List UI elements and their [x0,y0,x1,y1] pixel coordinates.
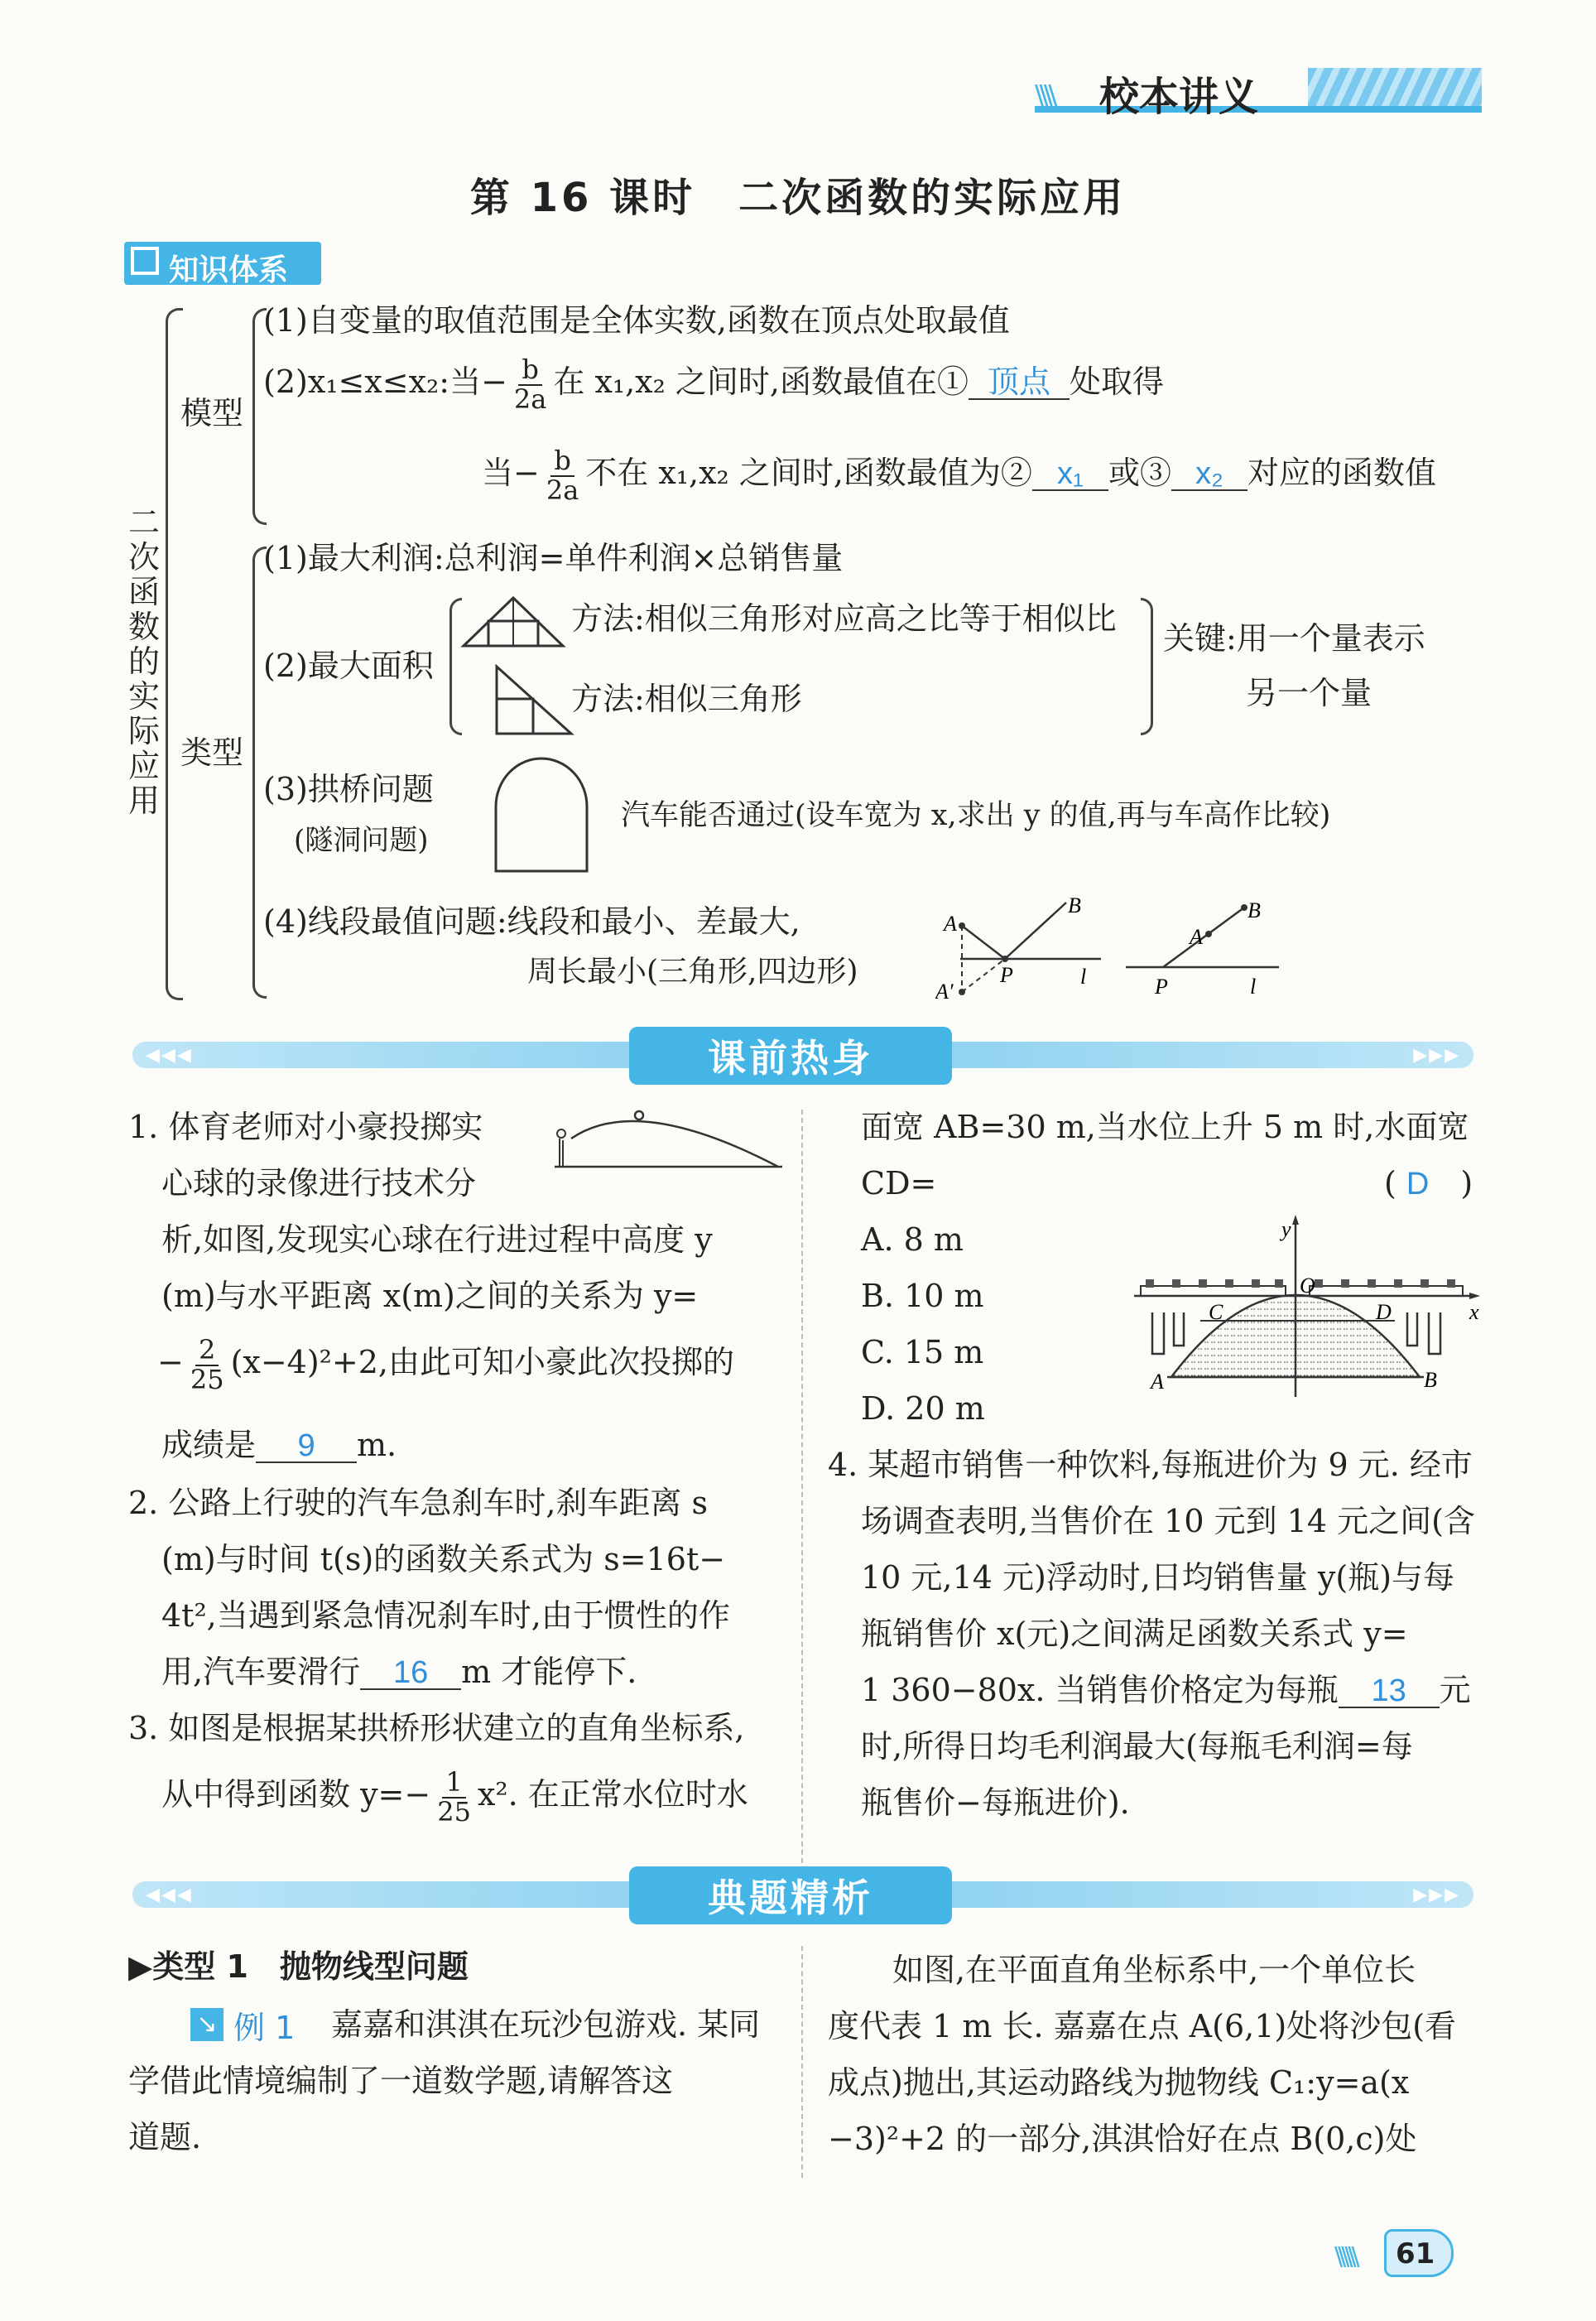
q3-option-b: B. 10 m [861,1278,984,1314]
examples-banner: ◀◀◀ ▶▶▶ 典题精析 [132,1866,1473,1924]
q1-line-4: (m)与水平距离 x(m)之间的关系为 y= [161,1278,699,1314]
fig-label-p: P [1000,963,1013,987]
right-brace [1141,598,1153,735]
bridge-label-c: C [1209,1300,1223,1324]
q4-line-2: 场调查表明,当售价在 10 元到 14 元之间(含 [861,1503,1475,1539]
answer-x2: x₂ [1171,458,1247,491]
shotput-figure [538,1097,786,1172]
header-tag-text: 校本讲义 [1099,74,1259,120]
area-method-1: 方法:相似三角形对应高之比等于相似比 [571,600,1117,637]
q3-option-c: C. 15 m [861,1334,984,1370]
q3-line-1: 3. 如图是根据某拱桥形状建立的直角坐标系, [128,1710,745,1746]
model-brace [252,308,267,525]
model-label: 模型 [180,395,244,431]
q3-answer: D [1406,1167,1430,1201]
example-left-line-2: 学借此情境编制了一道数学题,请解答这 [128,2063,674,2099]
bridge-label-b: B [1424,1368,1437,1392]
q1-line-1: 1. 体育老师对小豪投掷实 [128,1109,483,1145]
fig-label-l: l [1080,965,1087,989]
type-item-4b: 周长最小(三角形,四边形) [527,955,858,989]
q1-answer: 9 [256,1430,357,1463]
bridge-label-x: x [1469,1300,1479,1324]
q2-line-2: (m)与时间 t(s)的函数关系式为 s=16t− [161,1541,726,1577]
column-divider [801,1110,803,1896]
type-item-2: (2)最大面积 [263,648,434,684]
area-key-1: 关键:用一个量表示 [1163,620,1425,657]
svg-text:P: P [1155,975,1168,999]
q1-line-3: 析,如图,发现实心球在行进过程中高度 y [161,1221,713,1258]
q2-answer: 16 [360,1657,461,1690]
example-label: 例 1 [233,2009,296,2046]
examples-title: 典题精析 [629,1866,952,1924]
knowledge-badge-text: 知识体系 [169,253,289,287]
header-tag: \\\\ 校本讲义 [1035,65,1482,119]
q2-line-4: 用,汽车要滑行 16 m 才能停下. [161,1654,637,1690]
bridge-figure [1134,1213,1482,1399]
right-triangle-figure [493,662,575,737]
q1-line-2: 心球的录像进行技术分 [161,1165,477,1201]
arch-figure [492,755,591,874]
q1-line-5: − $\frac{2}{25}$ (x−4)²+2,由此可知小豪此次投掷的 [157,1334,734,1395]
page-number-badge: \\\\\\ 61 [1334,2227,1459,2280]
type-item-4a: (4)线段最值问题:线段和最小、差最大, [263,903,800,940]
q2-line-1: 2. 公路上行驶的汽车急刹车时,刹车距离 s [128,1485,708,1521]
fig-label-b: B [1068,893,1081,917]
type-item-1: (1)最大利润:总利润=单件利润×总销售量 [263,540,844,576]
example-right-line-1: 如图,在平面直角坐标系中,一个单位长 [892,1952,1416,1988]
type-item-3: (3)拱桥问题 [263,771,434,807]
q3-option-a: A. 8 m [861,1221,964,1258]
bridge-label-y: y [1281,1217,1291,1241]
example-badge [190,2006,295,2044]
model-item-2: (2)x₁≤x≤x₂:当− $\frac{b}{2a}$ 在 x₁,x₂ 之间时,函数最值在① 顶点 处取得 [263,354,1165,415]
q4-line-1: 4. 某超市销售一种饮料,每瓶进价为 9 元. 经市 [828,1447,1473,1483]
q3-answer-bracket: ( D ) [1384,1165,1473,1201]
area-method-2: 方法:相似三角形 [571,681,802,717]
arrow-icon: ↘ [190,2008,224,2041]
fig-label-a-prime: A′ [935,980,954,1000]
bridge-label-o: O [1300,1274,1315,1298]
example-right-line-4: −3)²+2 的一部分,淇淇恰好在点 B(0,c)处 [828,2121,1417,2157]
model-item-3: 当− $\frac{b}{2a}$ 不在 x₁,x₂ 之间时,函数最值为② x₁ 或③ x₂ 对应的函数值 [482,445,1436,506]
triangle-rect-figure [459,595,567,649]
q4-line-4: 瓶销售价 x(元)之间满足函数关系式 y= [861,1616,1408,1652]
example-left-line-1: 嘉嘉和淇淇在玩沙包游戏. 某同 [331,2006,761,2043]
q3-line-3: 面宽 AB=30 m,当水位上升 5 m 时,水面宽 [861,1109,1469,1145]
bridge-label-d: D [1376,1300,1392,1324]
knowledge-badge [124,242,321,285]
edit-icon [131,247,159,275]
svg-text:B: B [1247,898,1261,922]
fig-label-a: A [944,912,957,936]
warmup-title: 课前热身 [629,1027,952,1085]
type-item-3-desc: 汽车能否通过(设车宽为 x,求出 y 的值,再与车高作比较) [621,799,1331,832]
column-divider-2 [801,1946,803,2178]
example-right-line-2: 度代表 1 m 长. 嘉嘉在点 A(6,1)处将沙包(看 [828,2008,1457,2044]
type-label: 类型 [180,734,244,771]
svg-text:l: l [1250,975,1257,999]
type-heading: ▶类型 1 抛物线型问题 [128,1948,469,1985]
knowledge-side-label: 二次函数的实际应用 [128,504,161,819]
segment-sum-figure [935,893,1118,1000]
answer-x1: x₁ [1032,458,1108,491]
svg-text:A: A [1190,925,1203,949]
q4-line-6: 时,所得日均毛利润最大(每瓶毛利润=每 [861,1728,1413,1765]
answer-vertex: 顶点 [969,367,1070,400]
example-right-line-3: 成点)抛出,其运动路线为抛物线 C₁:y=a(x [828,2064,1410,2101]
type-item-3-sub: (隧洞问题) [294,824,429,857]
q3-line-4: CD= [861,1165,937,1201]
warmup-banner: ◀◀◀ ▶▶▶ 课前热身 [132,1027,1473,1085]
area-key-2: 另一个量 [1246,675,1372,711]
example-left-line-3: 道题. [128,2119,202,2155]
page-number: 61 [1396,2237,1435,2270]
bridge-label-a: A [1151,1370,1164,1394]
q2-line-3: 4t²,当遇到紧急情况刹车时,由于惯性的作 [161,1597,730,1634]
segment-diff-figure [1122,893,1287,1000]
q3-line-2: 从中得到函数 y=− $\frac{1}{25}$ x². 在正常水位时水 [161,1766,748,1827]
q4-line-5: 1 360−80x. 当销售价格定为每瓶 13 元 [861,1672,1471,1708]
q4-answer: 13 [1339,1675,1440,1708]
q1-line-6: 成绩是 9 m. [161,1427,397,1463]
q3-option-d: D. 20 m [861,1390,985,1427]
model-item-1: (1)自变量的取值范围是全体实数,函数在顶点处取最值 [263,302,1010,339]
q4-line-3: 10 元,14 元)浮动时,日均销售量 y(瓶)与每 [861,1559,1455,1596]
q4-line-7: 瓶售价−每瓶进价). [861,1784,1130,1821]
page-title: 第 16 课时 二次函数的实际应用 [469,175,1127,221]
